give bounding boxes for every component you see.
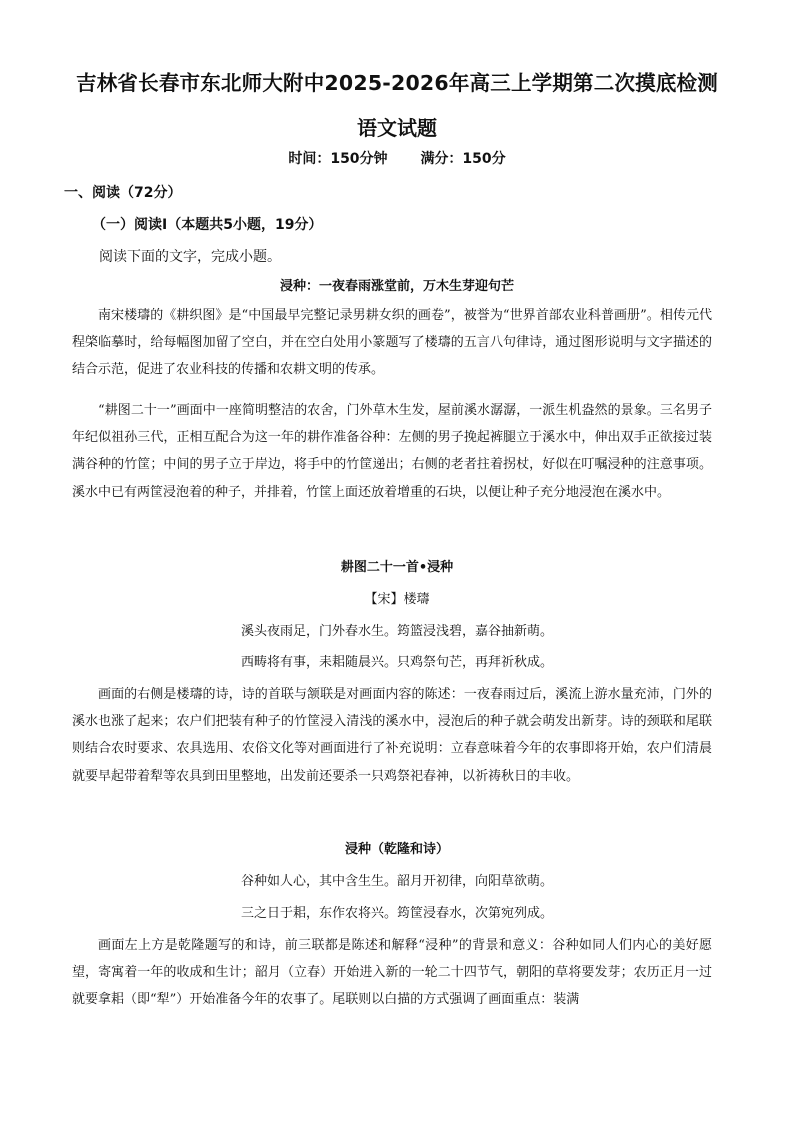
poem1-line-1: 溪头夜雨足，门外春水生。筠篮浸浅碧，嘉谷抽新萌。 [240, 624, 553, 639]
poem1-title: 耕图二十一首•浸种 [340, 560, 454, 575]
exam-meta [0, 148, 794, 168]
poem2-line-2: 三之日于耜，东作农将兴。筠筐浸春水，次第宛列成。 [240, 906, 553, 921]
poem2-title: 浸种（乾隆和诗） [344, 842, 449, 857]
article-paragraph-4: 画面左上方是乾隆题写的和诗，前三联都是陈述和解释“浸种”的背景和意义：谷种如同人们内心的美好愿望，寄寓着一年的收成和生计；韶月（立春）开始进入新的一轮二十四节气，朝阳的草将要发芽；农历正月一过就要拿耜（即“犁”）开始准备今年的农事了。尾联则以白描的方式强调了画面重点：装满 [72, 938, 712, 1008]
instruction-text: 阅读下面的文字，完成小题。 [99, 249, 281, 265]
article-paragraph-1: 南宋楼璹的《耕织图》是“中国最早完整记录男耕女织的画卷”，被誉为“世界首部农业科普画册”。相传元代程棨临摹时，给每幅图加留了空白，并在空白处用小篆题写了楼璹的五言八句律诗，通过图形说明与文字描述的结合示范，促进了农业科技的传播和农耕文明的传承。 [72, 308, 712, 378]
exam-subtitle: 语文试题 [357, 116, 437, 140]
poem1-line-2: 西畴将有事，耒耜随晨兴。只鸡祭句芒，再拜祈秋成。 [240, 655, 553, 670]
exam-title: 吉林省长春市东北师大附中2025-2026年高三上学期第二次摸底检测 [76, 71, 718, 95]
article-paragraph-3: 画面的右侧是楼璹的诗，诗的首联与颔联是对画面内容的陈述：一夜春雨过后，溪流上游水量充沛，门外的溪水也涨了起来；农户们把装有种子的竹筐浸入清浅的溪水中，浸泡后的种子就会萌发出新芽。诗的颈联和尾联则结合农时要求、农具选用、农俗文化等对画面进行了补充说明：立春意味着今年的农事即将开始，农户们清晨就要早起带着犁等农具到田里整地，出发前还要杀一只鸡祭祀春神，以祈祷秋日的丰收。 [72, 687, 712, 784]
score-label: 满分：150分 [420, 151, 506, 167]
sub-heading: （一）阅读Ⅰ（本题共5小题，19分） [92, 217, 323, 233]
poem1-author: 【宋】楼璹 [364, 592, 430, 607]
article-title: 浸种：一夜春雨涨堂前，万木生芽迎句芒 [279, 279, 514, 294]
poem2-line-1: 谷种如人心，其中含生生。韶月开初律，向阳草欲萌。 [240, 874, 553, 889]
time-label: 时间：150分钟 [288, 151, 388, 167]
part-heading: 一、阅读（72分） [64, 185, 182, 201]
article-paragraph-2: “耕图二十一”画面中一座简明整洁的农舍，门外草木生发，屋前溪水潺潺，一派生机盎然的景象。三名男子年纪似祖孙三代，正相互配合为这一年的耕作准备谷种：左侧的男子挽起裤腿立于溪水中，伸出双手正欲接过装满谷种的竹筐；中间的男子立于岸边，将手中的竹筐递出；右侧的老者拄着拐杖，好似在叮嘱浸种的注意事项。溪水中已有两筐浸泡着的种子，并排着，竹筐上面还放着增重的石块，以便让种子充分地浸泡在溪水中。 [72, 403, 712, 500]
